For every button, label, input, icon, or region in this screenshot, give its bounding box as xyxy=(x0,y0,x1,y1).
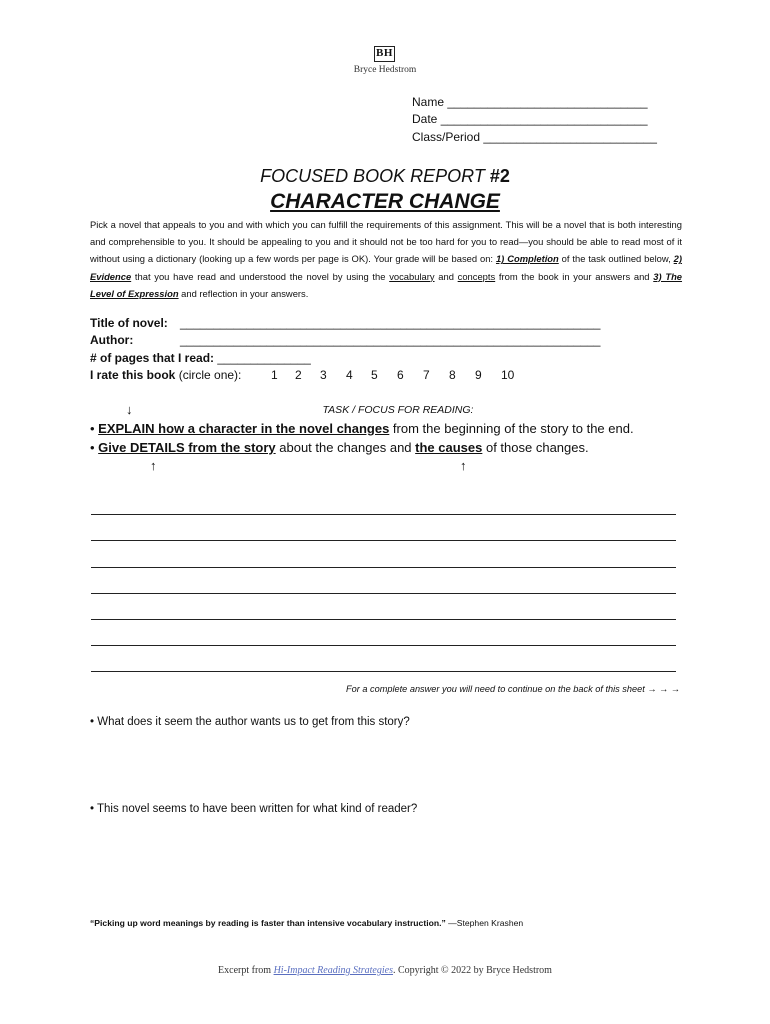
rating-option-4[interactable]: 4 xyxy=(346,368,353,382)
question-target-reader: • This novel seems to have been written for what kind of reader? xyxy=(90,803,418,815)
arrow-up-icon: ↑ xyxy=(460,458,467,473)
rating-option-3[interactable]: 3 xyxy=(320,368,327,382)
rating-option-10[interactable]: 10 xyxy=(501,368,515,382)
title-of-novel-line[interactable]: _______________________________________________________________ xyxy=(180,316,601,330)
answer-line[interactable] xyxy=(91,671,676,672)
rating-option-8[interactable]: 8 xyxy=(449,368,456,382)
answer-line[interactable] xyxy=(91,567,676,568)
task-heading: TASK / FOCUS FOR READING: xyxy=(322,404,474,416)
answer-line[interactable] xyxy=(91,593,676,594)
task-bullet-explain: • EXPLAIN how a character in the novel changes from the beginning of the story to the end. xyxy=(90,421,634,436)
arrow-down-icon: ↓ xyxy=(126,402,133,417)
author-label: Author: xyxy=(90,333,134,347)
rating-label: I rate this book (circle one): xyxy=(90,368,242,382)
report-title: FOCUSED BOOK REPORT #2 xyxy=(260,166,510,186)
author-line[interactable]: _______________________________________________________________ xyxy=(180,333,601,347)
rating-option-6[interactable]: 6 xyxy=(397,368,404,382)
answer-line[interactable] xyxy=(91,645,676,646)
krashen-quote: “Picking up word meanings by reading is faster than intensive vocabulary instruction.” —Stephen Krashen xyxy=(90,918,524,928)
report-subtitle: CHARACTER CHANGE xyxy=(270,190,500,213)
arrow-up-icon: ↑ xyxy=(150,458,157,473)
question-author-intent: • What does it seem the author wants us to get from this story? xyxy=(90,716,410,728)
continue-note: For a complete answer you will need to continue on the back of this sheet → → → xyxy=(346,684,680,694)
name-field[interactable]: Name ______________________________ xyxy=(412,95,648,109)
rating-option-2[interactable]: 2 xyxy=(295,368,302,382)
pages-read-label: # of pages that I read: ______________ xyxy=(90,351,311,365)
date-field[interactable]: Date _______________________________ xyxy=(412,112,648,126)
rating-option-7[interactable]: 7 xyxy=(423,368,430,382)
rating-option-5[interactable]: 5 xyxy=(371,368,378,382)
class-period-field[interactable]: Class/Period __________________________ xyxy=(412,130,657,144)
intro-paragraph: Pick a novel that appeals to you and with which you can fulfill the requirements of this assignment. This will be a novel that is both interesting and comprehensible to you. It should be appealing to you and it should not be too hard for you to read—you should be able to read most of it without using a dictionary (looking up a few words per page is OK). Your grade will be based on: 1) Completion of the task outlined below, 2) Evidence that you have read and understood the novel by using the vocabulary and concepts from the book in your answers and 3) The Level of Expression and reflection in your answers. xyxy=(90,219,683,299)
copyright-footer: Excerpt from Hi-Impact Reading Strategies. Copyright © 2022 by Bryce Hedstrom xyxy=(218,965,552,976)
title-of-novel-label: Title of novel: xyxy=(90,316,168,330)
answer-line[interactable] xyxy=(91,514,676,515)
logo-name: Bryce Hedstrom xyxy=(353,65,417,75)
answer-line[interactable] xyxy=(91,619,676,620)
logo-mark: BH xyxy=(374,46,395,62)
book-link[interactable]: Hi-Impact Reading Strategies xyxy=(273,965,393,976)
rating-option-1[interactable]: 1 xyxy=(271,368,278,382)
pages-read-line[interactable]: ______________ xyxy=(217,351,311,365)
rating-option-9[interactable]: 9 xyxy=(475,368,482,382)
answer-line[interactable] xyxy=(91,540,676,541)
task-bullet-details: • Give DETAILS from the story about the changes and the causes of those changes. xyxy=(90,440,589,455)
